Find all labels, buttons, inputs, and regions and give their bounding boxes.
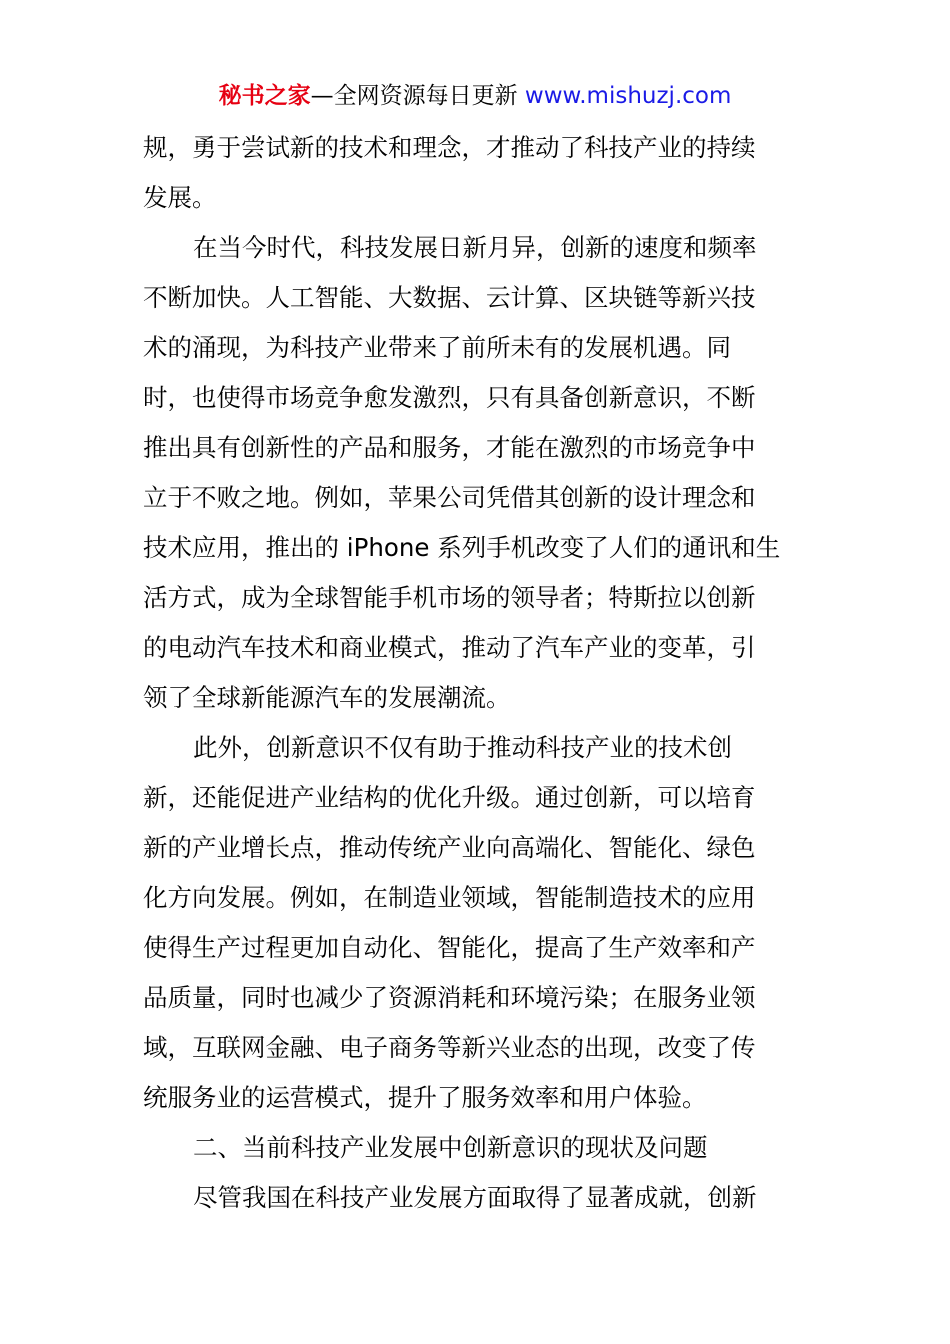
- text-line: 化方向发展。例如，在制造业领域，智能制造技术的应用: [143, 883, 756, 912]
- text-line: 统服务业的运营模式，提升了服务效率和用户体验。: [143, 1083, 707, 1112]
- text-line: 立于不败之地。例如，苹果公司凭借其创新的设计理念和: [143, 483, 756, 512]
- text-line: 域，互联网金融、电子商务等新兴业态的出现，改变了传: [143, 1033, 756, 1062]
- text-line: 领了全球新能源汽车的发展潮流。: [143, 683, 511, 712]
- site-url-link[interactable]: www.mishuzj.com: [524, 83, 732, 109]
- site-brand: 秘书之家: [218, 83, 311, 109]
- text-line: 推出具有创新性的产品和服务，才能在激烈的市场竞争中: [143, 433, 756, 462]
- text-line: 发展。: [143, 183, 217, 212]
- paragraph-first-line: 在当今时代，科技发展日新月异，创新的速度和频率: [193, 233, 757, 262]
- document-body: [143, 126, 807, 1226]
- text-line: 品质量，同时也减少了资源消耗和环境污染；在服务业领: [143, 983, 756, 1012]
- text-line: 规，勇于尝试新的技术和理念，才推动了科技产业的持续: [143, 133, 756, 162]
- text-line: 术的涌现，为科技产业带来了前所未有的发展机遇。同: [143, 333, 731, 362]
- paragraph-first-line: 此外，创新意识不仅有助于推动科技产业的技术创: [193, 733, 732, 762]
- text-line: 活方式，成为全球智能手机市场的领导者；特斯拉以创新: [143, 583, 756, 612]
- text-line: 使得生产过程更加自动化、智能化，提高了生产效率和产: [143, 933, 756, 962]
- text-line: 的电动汽车技术和商业模式，推动了汽车产业的变革，引: [143, 633, 756, 662]
- site-tagline: —全网资源每日更新: [310, 83, 525, 109]
- paragraph-first-line: 尽管我国在科技产业发展方面取得了显著成就，创新: [193, 1183, 757, 1212]
- site-header: [0, 80, 950, 112]
- text-line: 技术应用，推出的 iPhone 系列手机改变了人们的通讯和生: [143, 533, 781, 562]
- text-line: 新的产业增长点，推动传统产业向高端化、智能化、绿色: [143, 833, 756, 862]
- text-line: 不断加快。人工智能、大数据、云计算、区块链等新兴技: [143, 283, 756, 312]
- text-line: 新，还能促进产业结构的优化升级。通过创新，可以培育: [143, 783, 756, 812]
- section-heading: 二、当前科技产业发展中创新意识的现状及问题: [193, 1133, 708, 1162]
- text-line: 时，也使得市场竞争愈发激烈，只有具备创新意识，不断: [143, 383, 756, 412]
